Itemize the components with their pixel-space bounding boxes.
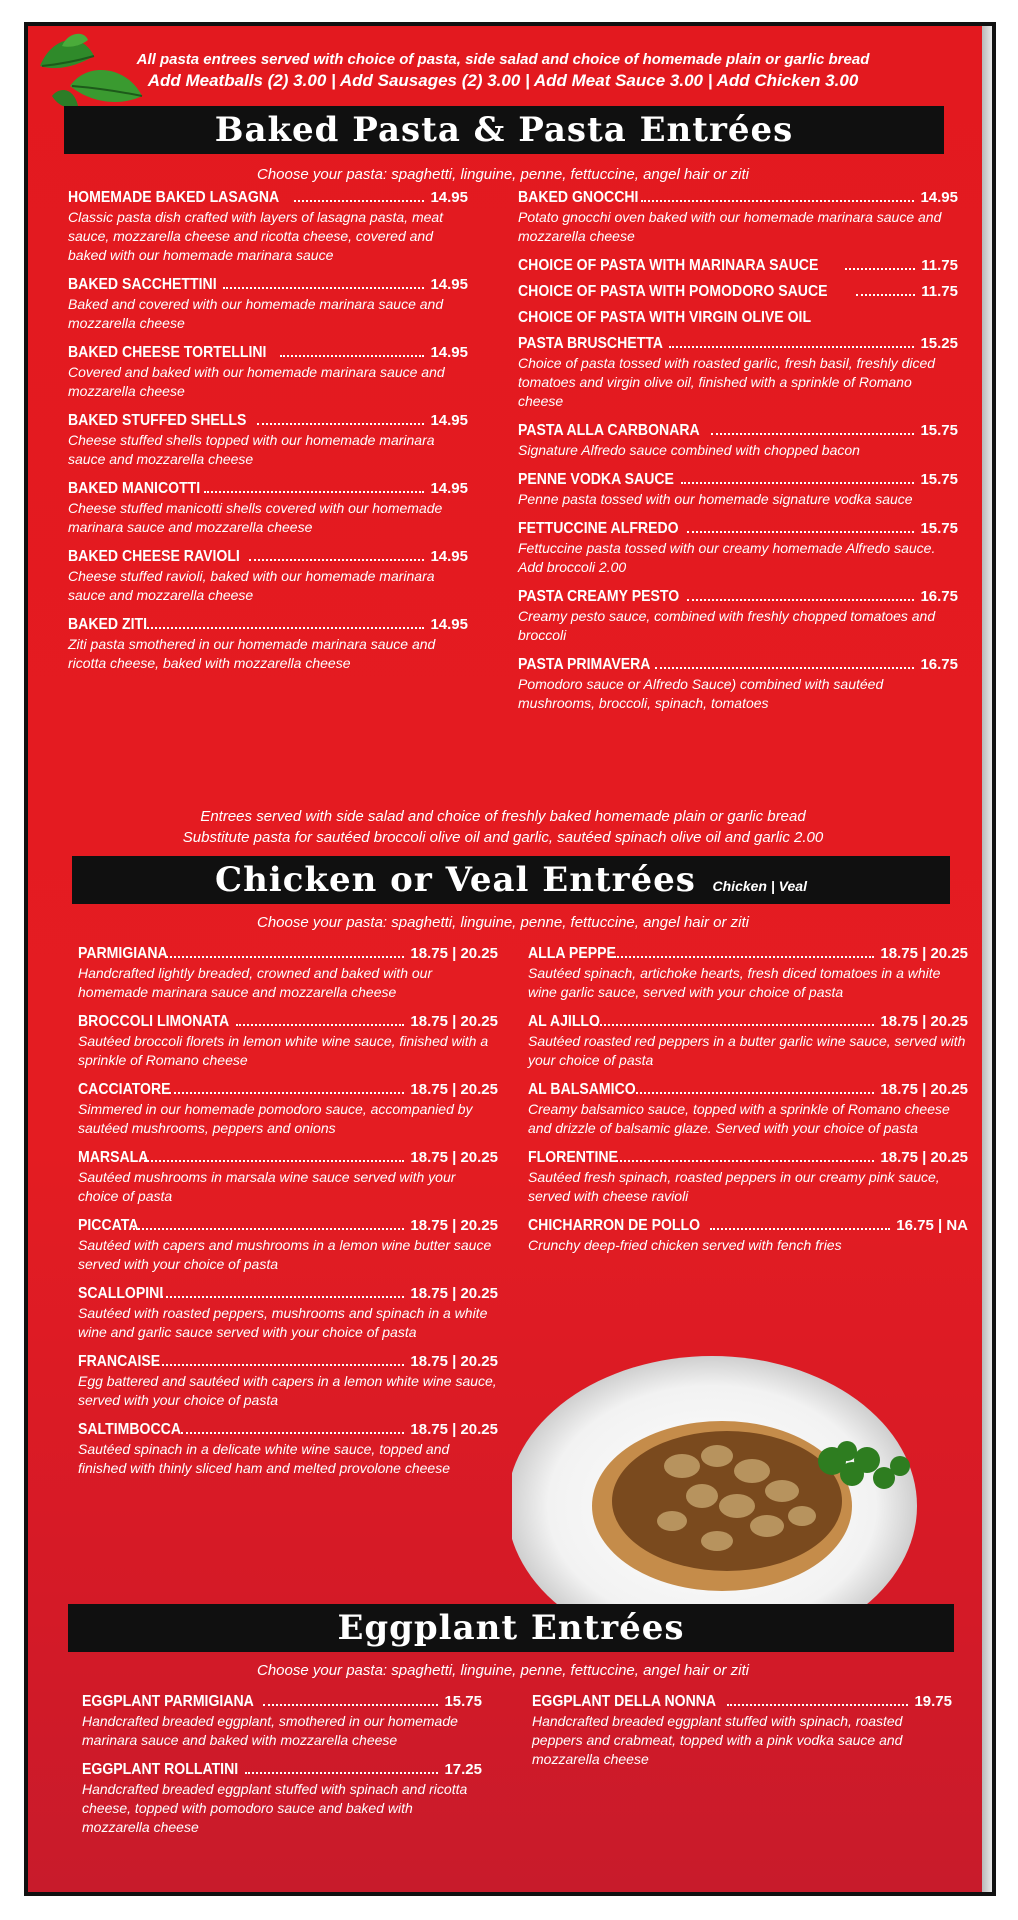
menu-item (518, 188, 958, 246)
chicken-marsala-plate-photo (512, 1356, 992, 1616)
menu-item-price: 15.75 (920, 520, 958, 537)
menu-item-description: Handcrafted breaded eggplant, smothered in our homemade marinara sauce and baked with mozzarella cheese (82, 1713, 458, 1748)
menu-item-name: BAKED CHEESE RAVIOLI (68, 548, 240, 565)
menu-item-price: 16.75 (920, 656, 958, 673)
choose-pasta-note-chicken: Choose your pasta: spaghetti, linguine, penne, fettuccine, angel hair or ziti (257, 914, 749, 931)
menu-item-header (78, 1284, 498, 1304)
menu-item-description: Handcrafted breaded eggplant stuffed with spinach, roasted peppers and crabmeat, topped with a pink vodka sauce and mozzarella cheese (532, 1713, 903, 1767)
dot-leader (280, 355, 425, 357)
menu-item-price: 15.75 (444, 1693, 482, 1710)
menu-item-price: 18.75 | 20.25 (880, 1013, 968, 1030)
choose-pasta-note: Choose your pasta: spaghetti, linguine, penne, fettuccine, angel hair or ziti (257, 166, 749, 183)
menu-item (78, 944, 498, 1002)
menu-item (528, 1148, 968, 1206)
menu-item (528, 944, 968, 1002)
menu-item-name: EGGPLANT PARMIGIANA (82, 1693, 254, 1710)
menu-item-header (68, 479, 468, 499)
menu-item-price: 11.75 (921, 283, 958, 300)
menu-item (78, 1080, 498, 1138)
menu-item (528, 1216, 968, 1255)
menu-item-price: 14.95 (430, 548, 468, 565)
menu-item-header (528, 1148, 968, 1168)
chicken-veal-subtitle: Chicken | Veal (712, 878, 807, 894)
dot-leader (144, 627, 425, 629)
menu-item (78, 1352, 498, 1410)
menu-item-name: EGGPLANT ROLLATINI (82, 1761, 239, 1778)
menu-item-description: Cheese stuffed manicotti shells covered with our homemade marinara sauce and mozzarella cheese (68, 500, 443, 535)
menu-item-description: Baked and covered with our homemade marinara sauce and mozzarella cheese (68, 296, 444, 331)
menu-item-description: Covered and baked with our homemade marinara sauce and mozzarella cheese (68, 364, 445, 399)
menu-item-header (82, 1692, 482, 1712)
dot-leader (161, 1296, 405, 1298)
dot-leader (144, 1160, 404, 1162)
dot-leader (169, 1092, 404, 1094)
menu-item-description: Cheese stuffed ravioli, baked with our homemade marinara sauce and mozzarella cheese (68, 568, 435, 603)
menu-item-price: 11.75 (921, 257, 958, 274)
menu-item-price: 16.75 | NA (896, 1217, 968, 1234)
menu-item-description: Sautéed spinach, artichoke hearts, fresh diced tomatoes in a white wine garlic sauce, served with your choice of pasta (528, 965, 941, 1000)
pasta-footer-note-2: Substitute pasta for sautéed broccoli olive oil and garlic, sautéed spinach olive oil and garlic 2.00 (182, 829, 824, 846)
menu-item-name: CHOICE OF PASTA WITH POMODORO SAUCE (518, 283, 828, 300)
menu-item (82, 1692, 482, 1750)
dot-leader (249, 559, 424, 561)
menu-item-header (518, 470, 958, 490)
menu-item-name: AL BALSAMICO (528, 1081, 636, 1098)
dot-leader (636, 1092, 874, 1094)
menu-item-description: Simmered in our homemade pomodoro sauce, accompanied by sautéed mushrooms, peppers and onions (78, 1101, 473, 1136)
menu-item-header (528, 1080, 968, 1100)
menu-item-price: 18.75 | 20.25 (410, 945, 498, 962)
menu-item-name: BAKED CHEESE TORTELLINI (68, 344, 267, 361)
menu-item (68, 479, 468, 537)
menu-item (518, 421, 958, 460)
dot-leader (655, 667, 915, 669)
menu-item-description: Handcrafted lightly breaded, crowned and baked with our homemade marinara sauce and mozzarella cheese (78, 965, 433, 1000)
menu-item-description: Sautéed mushrooms in marsala wine sauce served with your choice of pasta (78, 1169, 456, 1204)
menu-item-description: Crunchy deep-fried chicken served with fench fries (528, 1237, 842, 1253)
menu-item-price: 18.75 | 20.25 (880, 1081, 968, 1098)
dot-leader (687, 599, 914, 601)
menu-item-name: BAKED GNOCCHI (518, 189, 639, 206)
menu-item-name: PASTA CREAMY PESTO (518, 588, 680, 605)
dot-leader (133, 1228, 405, 1230)
menu-item-price: 16.75 (920, 588, 958, 605)
menu-item (532, 1692, 952, 1769)
menu-item (528, 1080, 968, 1138)
chicken-left-column (78, 944, 498, 1488)
menu-item-description: Handcrafted breaded eggplant stuffed with spinach and ricotta cheese, topped with pomodoro sauce and baked with mozzarella cheese (82, 1781, 468, 1835)
menu-item-price: 18.75 | 20.25 (410, 1353, 498, 1370)
menu-item (68, 615, 468, 673)
menu-item-header (528, 1012, 968, 1032)
menu-item-price: 15.75 (920, 422, 958, 439)
menu-item (68, 411, 468, 469)
menu-item (68, 188, 468, 265)
menu-item-header (518, 655, 958, 675)
dot-leader (616, 1160, 874, 1162)
menu-item-name: FLORENTINE (528, 1149, 618, 1166)
menu-item-price: 17.25 (444, 1761, 482, 1778)
menu-item-header (518, 587, 958, 607)
menu-item-name: PASTA BRUSCHETTA (518, 335, 663, 352)
menu-item (518, 282, 958, 302)
menu-item (518, 587, 958, 645)
dot-leader (687, 531, 915, 533)
menu-item-name: FRANCAISE (78, 1353, 161, 1370)
section-title-eggplant: Eggplant Entrées (68, 1604, 954, 1652)
menu-item-price: 14.95 (430, 276, 468, 293)
menu-item-header (78, 1012, 498, 1032)
menu-item-name: BAKED MANICOTTI (68, 480, 201, 497)
menu-item-price: 14.95 (430, 616, 468, 633)
dot-leader (263, 1704, 438, 1706)
menu-item-price: 19.75 (914, 1693, 952, 1710)
menu-item-header (78, 944, 498, 964)
menu-item-price: 18.75 | 20.25 (410, 1421, 498, 1438)
pasta-footer-note-1: Entrees served with side salad and choice of freshly baked homemade plain or garlic bread (200, 808, 806, 825)
menu-item-name: CHOICE OF PASTA WITH MARINARA SAUCE (518, 257, 819, 274)
menu-item-name: PASTA ALLA CARBONARA (518, 422, 700, 439)
menu-item-description: Sautéed fresh spinach, roasted peppers in our creamy pink sauce, served with cheese ravioli (528, 1169, 940, 1204)
menu-item-name: CHICHARRON DE POLLO (528, 1217, 701, 1234)
menu-item (78, 1420, 498, 1478)
dot-leader (204, 491, 424, 493)
menu-item-description: Fettuccine pasta tossed with our creamy homemade Alfredo sauce. Add broccoli 2.00 (518, 540, 936, 575)
menu-item-description: Signature Alfredo sauce combined with chopped bacon (518, 442, 860, 458)
menu-item-price: 18.75 | 20.25 (410, 1081, 498, 1098)
dot-leader (257, 423, 425, 425)
menu-item-description: Creamy pesto sauce, combined with freshly chopped tomatoes and broccoli (518, 608, 936, 643)
menu-item (68, 343, 468, 401)
menu-item (78, 1216, 498, 1274)
dot-leader (641, 200, 915, 202)
dot-leader (727, 1704, 908, 1706)
dot-leader (710, 1228, 891, 1230)
dot-leader (845, 268, 915, 270)
menu-item-header (528, 1216, 968, 1236)
menu-item-name: PENNE VODKA SAUCE (518, 471, 674, 488)
menu-item-price: 18.75 | 20.25 (410, 1013, 498, 1030)
menu-item-header (78, 1352, 498, 1372)
menu-item-header (78, 1216, 498, 1236)
menu-item-name: MARSALA (78, 1149, 149, 1166)
menu-item (518, 256, 958, 276)
menu-item-name: AL AJILLO (528, 1013, 600, 1030)
menu-item-description: Sautéed with capers and mushrooms in a lemon wine butter sauce served with your choice of pasta (78, 1237, 492, 1272)
menu-item (68, 275, 468, 333)
menu-item-name: PASTA PRIMAVERA (518, 656, 651, 673)
section-title-chicken-band (72, 856, 950, 904)
menu-item-description: Cheese stuffed shells topped with our homemade marinara sauce and mozzarella cheese (68, 432, 435, 467)
menu-item-name: CHOICE OF PASTA WITH VIRGIN OLIVE OIL (518, 309, 812, 326)
dot-leader (157, 1364, 404, 1366)
dot-leader (236, 1024, 405, 1026)
menu-item (82, 1760, 482, 1837)
section-title-chicken: Chicken or Veal Entrées (215, 860, 696, 900)
menu-item-header (78, 1148, 498, 1168)
menu-item-description: Choice of pasta tossed with roasted garlic, fresh basil, freshly diced tomatoes and virgin olive oil, finished with a sprinkle of Romano cheese (518, 355, 936, 409)
menu-item-price: 14.95 (430, 189, 468, 206)
menu-item-price: 18.75 | 20.25 (880, 945, 968, 962)
menu-item-price: 15.25 (920, 335, 958, 352)
intro-note: All pasta entrees served with choice of pasta, side salad and choice of homemade plain or garlic bread (136, 51, 870, 68)
eggplant-right-column (532, 1692, 952, 1779)
menu-item (528, 1012, 968, 1070)
menu-item (78, 1012, 498, 1070)
menu-item-name: SALTIMBOCCA (78, 1421, 181, 1438)
menu-item-price: 14.95 (430, 412, 468, 429)
menu-item-header (78, 1420, 498, 1440)
menu-item-description: Classic pasta dish crafted with layers of lasagna pasta, meat sauce, mozzarella cheese and ricotta cheese, covered and baked with our homemade marinara sauce (68, 209, 444, 263)
menu-item (78, 1148, 498, 1206)
menu-item-header (528, 944, 968, 964)
eggplant-left-column (82, 1692, 482, 1847)
dot-leader (669, 346, 915, 348)
menu-item-name: BAKED ZITI (68, 616, 148, 633)
menu-item-header (518, 188, 958, 208)
menu-item-description: Sautéed roasted red peppers in a butter garlic wine sauce, served with your choice of pasta (528, 1033, 966, 1068)
menu-item-header (518, 256, 958, 276)
menu-item-header (68, 343, 468, 363)
menu-item-name: FETTUCCINE ALFREDO (518, 520, 679, 537)
dot-leader (223, 287, 425, 289)
menu-item-header (78, 1080, 498, 1100)
menu-item-header (518, 519, 958, 539)
pasta-left-column (68, 188, 468, 683)
menu-item-header (68, 188, 468, 208)
menu-item-header (68, 411, 468, 431)
menu-item-name: PICCATA (78, 1217, 139, 1234)
menu-item (518, 519, 958, 577)
menu-item-name: HOMEMADE BAKED LASAGNA (68, 189, 280, 206)
menu-item-price: 14.95 (430, 344, 468, 361)
menu-item-header (68, 615, 468, 635)
pasta-right-column (518, 188, 958, 723)
menu-item-name: EGGPLANT DELLA NONNA (532, 1693, 717, 1710)
menu-page (24, 22, 996, 1896)
menu-item-description: Sautéed spinach in a delicate white wine sauce, topped and finished with thinly sliced ham and melted provolone cheese (78, 1441, 450, 1476)
dot-leader (856, 294, 916, 296)
dot-leader (181, 1432, 404, 1434)
chicken-right-column (528, 944, 968, 1265)
dot-leader (245, 1772, 438, 1774)
menu-item (68, 547, 468, 605)
menu-item-price: 18.75 | 20.25 (410, 1217, 498, 1234)
menu-item (518, 470, 958, 509)
menu-item-name: BROCCOLI LIMONATA (78, 1013, 230, 1030)
menu-item-price: 18.75 | 20.25 (410, 1149, 498, 1166)
menu-item-header (518, 282, 958, 302)
dot-leader (166, 956, 404, 958)
menu-item-name: SCALLOPINI (78, 1285, 164, 1302)
menu-item-header (532, 1692, 952, 1712)
menu-item-name: CACCIATORE (78, 1081, 171, 1098)
menu-item-header (518, 334, 958, 354)
menu-item-header (518, 421, 958, 441)
menu-item-name: BAKED STUFFED SHELLS (68, 412, 247, 429)
menu-item-header (68, 547, 468, 567)
menu-item-description: Egg battered and sautéed with capers in a lemon white wine sauce, served with your choice of pasta (78, 1373, 497, 1408)
menu-item (518, 334, 958, 411)
menu-item-price: 14.95 (920, 189, 958, 206)
dot-leader (681, 482, 914, 484)
menu-item (518, 655, 958, 713)
add-ons-note: Add Meatballs (2) 3.00 | Add Sausages (2) 3.00 | Add Meat Sauce 3.00 | Add Chicken 3.00 (147, 71, 859, 90)
menu-item-description: Sautéed with roasted peppers, mushrooms and spinach in a white wine and garlic sauce served with your choice of pasta (78, 1305, 488, 1340)
menu-item-description: Pomodoro sauce or Alfredo Sauce) combined with sautéed mushrooms, broccoli, spinach, tomatoes (518, 676, 884, 711)
menu-item (78, 1284, 498, 1342)
menu-item-description: Ziti pasta smothered in our homemade marinara sauce and ricotta cheese, baked with mozzarella cheese (68, 636, 436, 671)
menu-item-price: 14.95 (430, 480, 468, 497)
menu-item-price: 18.75 | 20.25 (410, 1285, 498, 1302)
dot-leader (711, 433, 915, 435)
menu-item-description: Potato gnocchi oven baked with our homemade marinara sauce and mozzarella cheese (518, 209, 942, 244)
menu-item (518, 308, 958, 328)
choose-pasta-note-eggplant: Choose your pasta: spaghetti, linguine, penne, fettuccine, angel hair or ziti (257, 1662, 749, 1679)
menu-item-price: 15.75 (920, 471, 958, 488)
section-title-pasta: Baked Pasta & Pasta Entrées (64, 106, 944, 154)
menu-item-header (518, 308, 958, 328)
dot-leader (596, 1024, 875, 1026)
menu-item-description: Sautéed broccoli florets in lemon white wine sauce, finished with a sprinkle of Romano cheese (78, 1033, 489, 1068)
menu-item-description: Penne pasta tossed with our homemade signature vodka sauce (518, 491, 913, 507)
menu-item-name: BAKED SACCHETTINI (68, 276, 217, 293)
dot-leader (614, 956, 875, 958)
menu-item-description: Creamy balsamico sauce, topped with a sprinkle of Romano cheese and drizzle of balsamic glaze. Served with your choice of pasta (528, 1101, 950, 1136)
menu-item-name: PARMIGIANA (78, 945, 168, 962)
menu-item-name: ALLA PEPPE (528, 945, 616, 962)
menu-item-price: 18.75 | 20.25 (880, 1149, 968, 1166)
menu-item-header (82, 1760, 482, 1780)
menu-item-header (68, 275, 468, 295)
dot-leader (294, 200, 424, 202)
